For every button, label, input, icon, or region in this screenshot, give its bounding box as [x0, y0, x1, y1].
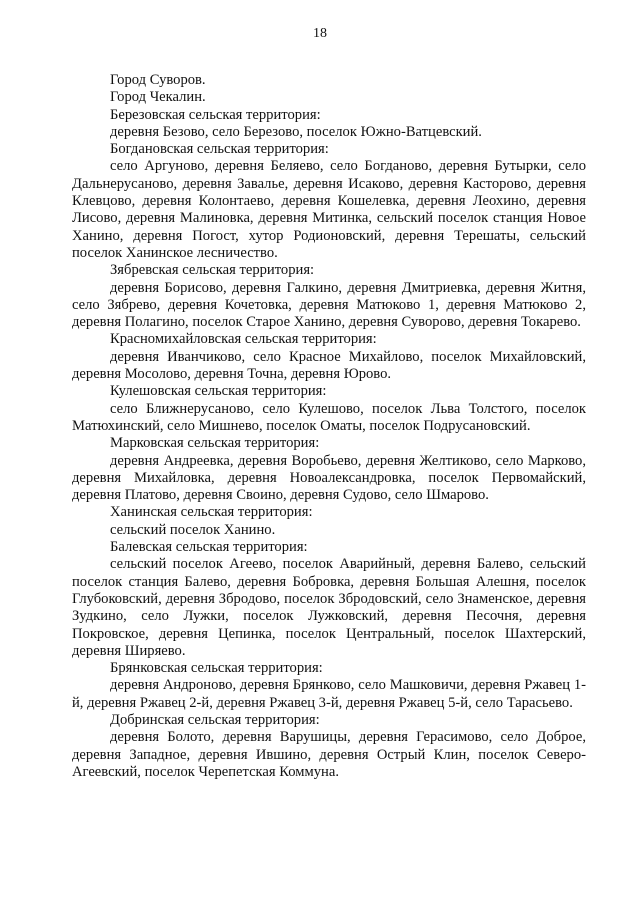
- territory-heading: Балевская сельская территория:: [110, 539, 308, 556]
- territory-heading: Марковская сельская территория:: [110, 435, 320, 452]
- territory-heading: Зябревская сельская территория:: [110, 262, 315, 279]
- territory-heading: Богдановская сельская территория:: [110, 141, 329, 158]
- document-body: [72, 72, 586, 781]
- settlement-list: деревня Андреевка, деревня Воробьево, деревня Желтиково, село Марково, деревня Михайловка, деревня Новоалександровка, поселок Первомайский, деревня Платово, деревня Своино, деревня Судово, село Шмарово.: [72, 452, 586, 504]
- territory-heading: Кулешовская сельская территория:: [110, 383, 327, 400]
- city-heading: Город Суворов.: [110, 72, 206, 88]
- territory-heading: Добринская сельская территория:: [110, 711, 320, 728]
- territory-heading: Ханинская сельская территория:: [110, 504, 313, 521]
- settlement-list: деревня Иванчиково, село Красное Михайлово, поселок Михайловский, деревня Мосолово, деревня Точна, деревня Юрово.: [72, 348, 586, 383]
- settlement-list: деревня Борисово, деревня Галкино, деревня Дмитриевка, деревня Житня, село Зябрево, деревня Кочетовка, деревня Матюково 1, деревня Матюково 2, деревня Полагино, поселок Старое Ханино, деревня Суворово, деревня Токарево.: [72, 279, 586, 331]
- page-number: 18: [313, 26, 327, 41]
- settlement-list: село Аргуново, деревня Беляево, село Богданово, деревня Бутырки, село Дальнерусаново, деревня Завалье, деревня Исаково, деревня Касторово, деревня Клевцово, деревня Колонтаево, деревня Кошелевка, деревня Леохино, деревня Лисово, деревня Малиновка, деревня Митинка, сельский поселок станция Новое Ханино, деревня Погост, хутор Родионовский, деревня Терешаты, сельский поселок Ханинское лесничество.: [72, 158, 586, 261]
- city-heading: Город Чекалин.: [110, 89, 206, 106]
- settlement-list: деревня Безово, село Березово, поселок Южно-Ватцевский.: [110, 123, 482, 140]
- settlement-list: деревня Андроново, деревня Брянково, село Машковичи, деревня Ржавец 1-й, деревня Ржавец 2-й, деревня Ржавец 3-й, деревня Ржавец 5-й, село Тарасьево.: [72, 677, 586, 711]
- territory-heading: Березовская сельская территория:: [110, 106, 321, 123]
- settlement-list: сельский поселок Агеево, поселок Аварийный, деревня Балево, сельский поселок станция Балево, деревня Бобровка, деревня Большая Алешня, поселок Глубоковский, деревня Збродово, поселок Збродовский, село Знаменское, деревня Зудкино, село Лужки, поселок Лужковский, деревня Песочня, деревня Покровское, деревня Цепинка, поселок Центральный, поселок Шахтерский, деревня Ширяево.: [72, 556, 586, 659]
- settlement-list: село Ближнерусаново, село Кулешово, поселок Льва Толстого, поселок Матюхинский, село Мишнево, поселок Оматы, поселок Подрусановский.: [72, 400, 586, 434]
- settlement-list: деревня Болото, деревня Варушицы, деревня Герасимово, село Доброе, деревня Западное, деревня Ившино, деревня Острый Клин, поселок Северо-Агеевский, поселок Черепетская Коммуна.: [72, 729, 586, 780]
- territory-heading: Красномихайловская сельская территория:: [110, 331, 377, 348]
- territory-heading: Брянковская сельская территория:: [110, 660, 323, 677]
- settlement-list: сельский поселок Ханино.: [110, 521, 276, 538]
